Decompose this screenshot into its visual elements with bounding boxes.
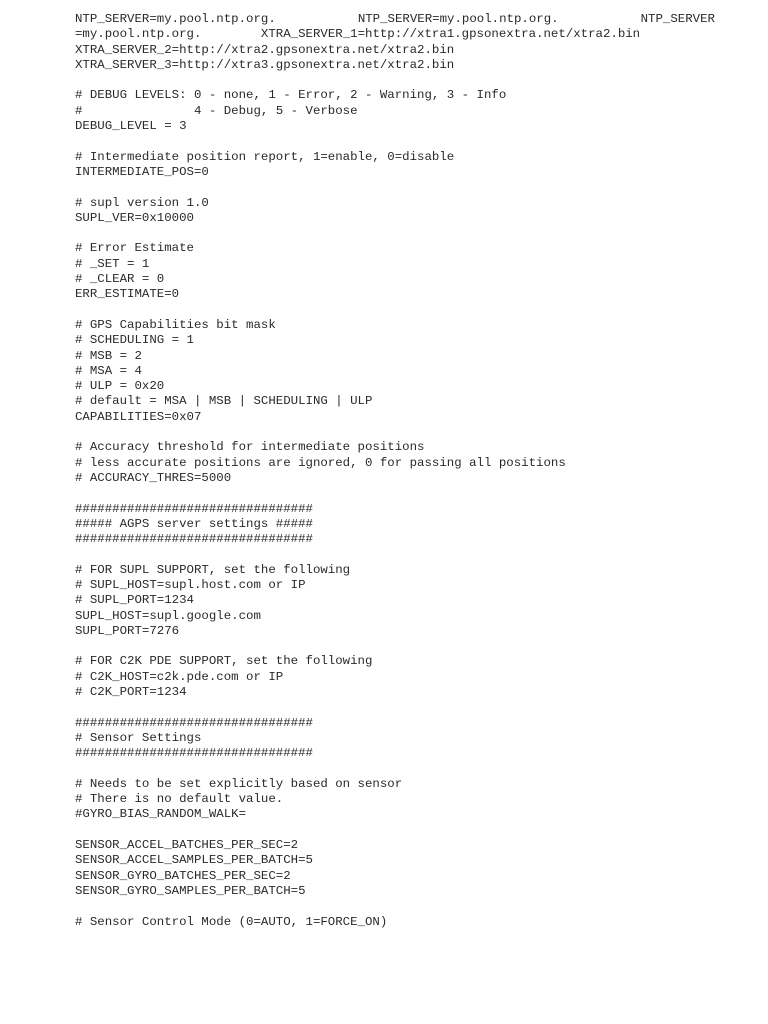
config-line: # 4 - Debug, 5 - Verbose xyxy=(75,103,358,118)
config-line: # _SET = 1 xyxy=(75,256,150,271)
config-line: # C2K_PORT=1234 xyxy=(75,685,187,700)
ntp-server-line xyxy=(75,12,715,27)
blank-line xyxy=(75,486,715,501)
xtra-server-1-entry: XTRA_SERVER_1=http://xtra1.gpsonextra.net/xtra2.bin xyxy=(260,27,641,42)
config-line: SUPL_PORT=7276 xyxy=(75,623,180,638)
blank-line xyxy=(75,303,715,318)
config-line: #GYRO_BIAS_RANDOM_WALK= xyxy=(75,807,247,822)
config-line: SUPL_VER=0x10000 xyxy=(75,210,194,225)
config-line: # SUPL_PORT=1234 xyxy=(75,593,194,608)
config-line: # default = MSA | MSB | SCHEDULING | ULP xyxy=(75,394,373,409)
config-line: ERR_ESTIMATE=0 xyxy=(75,287,180,302)
config-line: # FOR C2K PDE SUPPORT, set the following xyxy=(75,654,373,669)
config-line: # supl version 1.0 xyxy=(75,195,209,210)
config-line: # _CLEAR = 0 xyxy=(75,272,165,287)
config-line: # Accuracy threshold for intermediate positions xyxy=(75,440,425,455)
config-line: # SCHEDULING = 1 xyxy=(75,333,194,348)
blank-line xyxy=(75,639,715,654)
config-line: SENSOR_ACCEL_BATCHES_PER_SEC=2 xyxy=(75,838,299,853)
blank-line xyxy=(75,73,715,88)
config-line: XTRA_SERVER_3=http://xtra3.gpsonextra.net/xtra2.bin xyxy=(75,57,455,72)
blank-line xyxy=(75,547,715,562)
config-line: ################################ xyxy=(75,501,313,516)
config-line: # GPS Capabilities bit mask xyxy=(75,317,276,332)
blank-line xyxy=(75,899,715,914)
config-line: # FOR SUPL SUPPORT, set the following xyxy=(75,562,351,577)
config-line: # DEBUG LEVELS: 0 - none, 1 - Error, 2 - Warning, 3 - Info xyxy=(75,88,507,103)
config-line: INTERMEDIATE_POS=0 xyxy=(75,164,209,179)
config-line: SUPL_HOST=supl.google.com xyxy=(75,608,261,623)
ntp-xtra-server-line xyxy=(75,27,715,42)
config-line: # ACCURACY_THRES=5000 xyxy=(75,470,232,485)
config-line: # Sensor Settings xyxy=(75,730,202,745)
ntp-server-continuation: =my.pool.ntp.org. xyxy=(75,27,202,42)
config-line: # MSB = 2 xyxy=(75,348,142,363)
ntp-server-entry-1: NTP_SERVER=my.pool.ntp.org. xyxy=(75,12,276,26)
config-lines xyxy=(75,43,715,930)
config-line: CAPABILITIES=0x07 xyxy=(75,409,202,424)
config-line: SENSOR_GYRO_SAMPLES_PER_BATCH=5 xyxy=(75,883,306,898)
config-line: # C2K_HOST=c2k.pde.com or IP xyxy=(75,669,284,684)
blank-line xyxy=(75,226,715,241)
config-line: DEBUG_LEVEL = 3 xyxy=(75,119,187,134)
config-line: ##### AGPS server settings ##### xyxy=(75,516,313,531)
config-line: ################################ xyxy=(75,746,313,761)
config-line: ################################ xyxy=(75,532,313,547)
config-line: XTRA_SERVER_2=http://xtra2.gpsonextra.net/xtra2.bin xyxy=(75,42,455,57)
blank-line xyxy=(75,762,715,777)
config-line: # There is no default value. xyxy=(75,792,284,807)
config-line: # Sensor Control Mode (0=AUTO, 1=FORCE_ON) xyxy=(75,914,388,929)
blank-line xyxy=(75,180,715,195)
blank-line xyxy=(75,700,715,715)
config-line: # Needs to be set explicitly based on sensor xyxy=(75,776,403,791)
blank-line xyxy=(75,823,715,838)
ntp-server-entry-3: NTP_SERVER xyxy=(640,12,715,26)
blank-line xyxy=(75,425,715,440)
config-line: SENSOR_ACCEL_SAMPLES_PER_BATCH=5 xyxy=(75,853,313,868)
config-document xyxy=(75,12,715,930)
blank-line xyxy=(75,134,715,149)
config-line: # less accurate positions are ignored, 0 for passing all positions xyxy=(75,455,566,470)
config-line: # Intermediate position report, 1=enable, 0=disable xyxy=(75,149,455,164)
ntp-server-entry-2: NTP_SERVER=my.pool.ntp.org. xyxy=(357,12,559,26)
config-line: ################################ xyxy=(75,715,313,730)
config-line: SENSOR_GYRO_BATCHES_PER_SEC=2 xyxy=(75,868,291,883)
config-line: # SUPL_HOST=supl.host.com or IP xyxy=(75,577,306,592)
config-line: # ULP = 0x20 xyxy=(75,379,165,394)
config-line: # MSA = 4 xyxy=(75,363,142,378)
config-line: # Error Estimate xyxy=(75,241,194,256)
